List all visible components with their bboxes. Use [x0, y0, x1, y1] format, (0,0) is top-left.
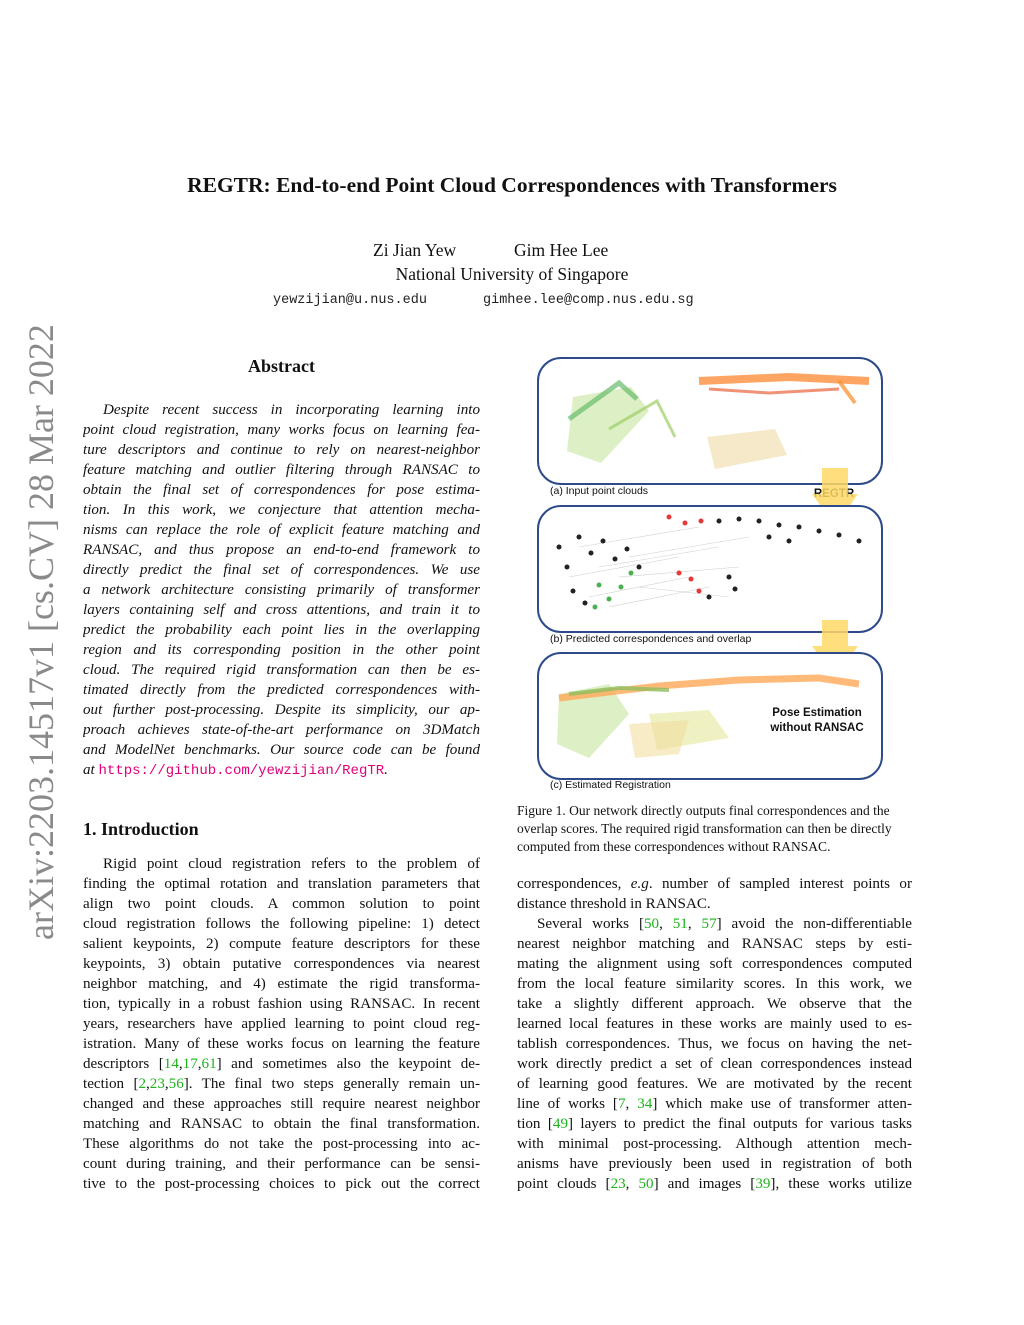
- right-line: line of works [7, 34] which make use of transformer atten-: [517, 1096, 912, 1112]
- citation-link[interactable]: 56: [168, 1076, 184, 1092]
- citation-link[interactable]: 2: [138, 1076, 147, 1092]
- panel-predicted-correspondences: [537, 505, 883, 633]
- correspondences-image: [539, 507, 881, 631]
- right-line: work directly predict a set of clean correspondences instead: [517, 1056, 912, 1072]
- introduction-body: [83, 854, 480, 1194]
- abstract-line: region and its corresponding position in the other point: [83, 642, 480, 658]
- right-line: learned local features in these works are mainly used to es-: [517, 1016, 912, 1032]
- intro-line: count during training, and their performance can be sensi-: [83, 1156, 480, 1172]
- panel-input-point-clouds: [537, 357, 883, 485]
- pose-estimation-note: Pose Estimation without RANSAC: [770, 707, 864, 734]
- affiliation: National University of Singapore: [395, 264, 629, 284]
- intro-line: changed and these approaches still require nearest neighbor: [83, 1096, 480, 1112]
- abstract-line: proach achieves state-of-the-art performance on 3DMatch: [83, 722, 480, 738]
- right-line: distance threshold in RANSAC.: [517, 896, 711, 912]
- author-1-email[interactable]: yewzijian@u.nus.edu: [273, 293, 427, 308]
- right-line: anisms have previously been used in registration of both: [517, 1156, 912, 1172]
- intro-line: tection [2,23,56]. The final two steps generally remain un-: [83, 1076, 480, 1092]
- abstract-line: directly predict the final set of correspondences. We use: [83, 562, 480, 578]
- paper-title: REGTR: End-to-end Point Cloud Correspondences with Transformers: [187, 173, 837, 197]
- right-line: tion [49] layers to predict the final outputs for various tasks: [517, 1116, 912, 1132]
- intro-line: finding the optimal rotation and translation parameters that: [83, 876, 480, 892]
- abstract-body: [83, 400, 480, 781]
- figure-1-caption: Figure 1. Our network directly outputs final correspondences and the overlap scores. The required rigid transformation can then be directly computed from these correspondences without RANSAC.: [517, 803, 892, 854]
- input-point-clouds-image: [539, 359, 881, 483]
- abstract-line: timated directly from the predicted correspondences with-: [83, 682, 480, 698]
- abstract-line: a network architecture consisting primarily of transformer: [83, 582, 480, 598]
- abstract-line: cloud. The required rigid transformation can then be es-: [83, 662, 480, 678]
- section-heading-introduction: 1. Introduction: [83, 819, 199, 839]
- citation-link[interactable]: 23: [149, 1076, 165, 1092]
- citation-link[interactable]: 49: [552, 1116, 568, 1132]
- intro-line: These algorithms do not take the post-processing into ac-: [83, 1136, 480, 1152]
- abstract-line: ture descriptors and continue to rely on nearest-neighbor: [83, 442, 480, 458]
- abstract-last-line: at https://github.com/yewzijian/RegTR.: [83, 762, 388, 779]
- source-code-link[interactable]: https://github.com/yewzijian/RegTR: [98, 763, 385, 779]
- intro-line: descriptors [14,17,61] and sometimes also the keypoint de-: [83, 1056, 480, 1072]
- right-line: mating the alignment using soft correspondences computed: [517, 956, 912, 972]
- abstract-line: Despite recent success in incorporating learning into: [103, 402, 480, 418]
- right-line: correspondences, e.g. number of sampled interest points or: [517, 876, 912, 892]
- abstract-line: out further post-processing. Despite its simplicity, our ap-: [83, 702, 480, 718]
- citation-link[interactable]: 57: [701, 916, 717, 932]
- right-line: nearest neighbor matching and RANSAC steps by esti-: [517, 936, 912, 952]
- intro-line: neighbor matching, and 4) estimate the rigid transforma-: [83, 976, 480, 992]
- right-line: from the local feature similarity scores. In this work, we: [517, 976, 912, 992]
- intro-line: Rigid point cloud registration refers to the problem of: [103, 856, 480, 872]
- citation-link[interactable]: 61: [201, 1056, 217, 1072]
- intro-line: matching and RANSAC to obtain the final transformation.: [83, 1116, 480, 1132]
- citation-link[interactable]: 51: [672, 916, 688, 932]
- panel-b-label: (b) Predicted correspondences and overlap: [550, 633, 752, 645]
- right-line: take a slightly different approach. We observe that the: [517, 996, 912, 1012]
- panel-c-label: (c) Estimated Registration: [550, 779, 671, 791]
- author-1: Zi Jian Yew: [373, 240, 457, 260]
- citation-link[interactable]: 50: [643, 916, 660, 932]
- author-2-email[interactable]: gimhee.lee@comp.nus.edu.sg: [483, 293, 694, 308]
- right-line: with minimal post-processing. Although attention mech-: [517, 1136, 912, 1152]
- panel-a-label: (a) Input point clouds: [550, 485, 649, 497]
- right-column-body: [517, 874, 912, 1194]
- abstract-line: point cloud registration, many works focus on learning fea-: [83, 422, 480, 438]
- intro-line: tion, typically in a robust fashion using RANSAC. In recent: [83, 996, 480, 1012]
- author-2: Gim Hee Lee: [514, 240, 609, 260]
- abstract-line: tion. In this work, we conjecture that attention mecha-: [83, 502, 480, 518]
- arxiv-identifier: arXiv:2203.14517v1 [cs.CV] 28 Mar 2022: [21, 324, 61, 940]
- citation-link[interactable]: 23: [610, 1176, 626, 1192]
- intro-line: tive to the post-processing choices to pick out the correct: [83, 1176, 480, 1192]
- right-line: tablish correspondences. Thus, we focus on having the net-: [517, 1036, 912, 1052]
- intro-line: cloud registration follows the following pipeline: 1) detect: [83, 916, 480, 932]
- abstract-line: obtain the final set of correspondences for pose estima-: [83, 482, 480, 498]
- abstract-line: RANSAC, and thus propose an end-to-end framework to: [83, 542, 480, 558]
- abstract-line: and ModelNet benchmarks. Our source code can be found: [83, 742, 480, 758]
- abstract-line: feature matching and outlier filtering through RANSAC to: [83, 462, 480, 478]
- citation-link[interactable]: 50: [638, 1176, 654, 1192]
- abstract-line: layers containing self and cross attentions, and train it to: [83, 602, 480, 618]
- intro-line: align two point clouds. A common solution to point: [83, 896, 480, 912]
- right-line: Several works [50, 51, 57] avoid the non-differentiable: [537, 916, 912, 932]
- intro-line: years, researchers have applied learning to point cloud reg-: [83, 1016, 480, 1032]
- citation-link[interactable]: 34: [637, 1096, 653, 1112]
- citation-link[interactable]: 39: [755, 1176, 771, 1192]
- intro-line: salient keypoints, 2) compute feature descriptors for these: [83, 936, 480, 952]
- abstract-heading: Abstract: [248, 356, 315, 376]
- abstract-line: nisms can replace the role of explicit feature matching and: [83, 522, 480, 538]
- right-line: point clouds [23, 50] and images [39], these works utilize: [517, 1176, 912, 1192]
- right-line: of learning good features. We are motivated by the recent: [517, 1076, 912, 1092]
- citation-link[interactable]: 17: [182, 1056, 198, 1072]
- citation-link[interactable]: 7: [617, 1096, 626, 1112]
- intro-line: istration. Many of these works focus on learning the feature: [83, 1036, 480, 1052]
- citation-link[interactable]: 14: [163, 1056, 179, 1072]
- intro-line: keypoints, 3) obtain putative correspondences via nearest: [83, 956, 480, 972]
- abstract-line: predict the probability each point lies in the overlapping: [83, 622, 480, 638]
